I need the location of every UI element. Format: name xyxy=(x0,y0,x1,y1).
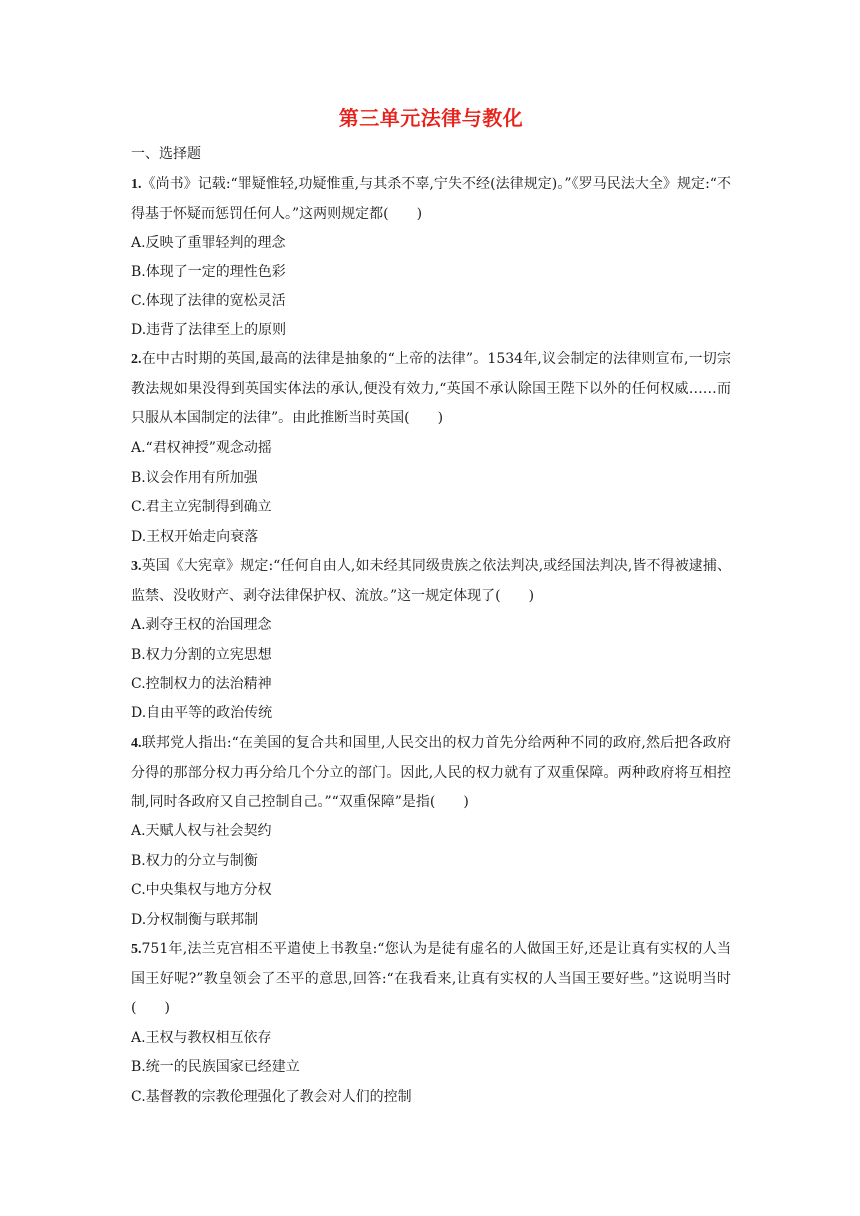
question-3-option-b: B.权力分割的立宪思想 xyxy=(131,647,272,663)
question-number: 3. xyxy=(131,559,142,574)
document-title: 第三单元法律与教化 xyxy=(338,106,524,130)
question-number: 5. xyxy=(131,942,142,957)
section-heading: 一、选择题 xyxy=(131,146,201,162)
question-4-option-b: B.权力的分立与制衡 xyxy=(131,853,258,869)
question-4-option-c: C.中央集权与地方分权 xyxy=(131,882,272,898)
question-text: 英国《大宪章》规定:“任何自由人,如未经其同级贵族之依法判决,或经国法判决,皆不得被逮捕、监禁、没收财产、剥夺法律保护权、流放。”这一规定体现了( ) xyxy=(131,558,731,604)
question-5-option-c: C.基督教的宗教伦理强化了教会对人们的控制 xyxy=(131,1089,412,1105)
question-1-stem xyxy=(131,170,731,229)
question-1-option-a: A.反映了重罪轻判的理念 xyxy=(131,235,286,251)
question-5-option-a: A.王权与教权相互依存 xyxy=(131,1030,272,1046)
question-number: 2. xyxy=(131,352,142,367)
question-4-option-d: D.分权制衡与联邦制 xyxy=(131,912,259,928)
question-2-option-d: D.王权开始走向衰落 xyxy=(131,529,259,545)
question-3-option-d: D.自由平等的政治传统 xyxy=(131,705,273,721)
question-1-option-d: D.违背了法律至上的原则 xyxy=(131,322,287,338)
question-2-stem xyxy=(131,345,731,434)
question-5-stem xyxy=(131,935,731,1024)
question-2-option-a: A.“君权神授”观念动摇 xyxy=(131,440,272,456)
question-3-stem xyxy=(131,552,731,611)
question-text: 联邦党人指出:“在美国的复合共和国里,人民交出的权力首先分给两种不同的政府,然后把各政府分得的那部分权力再分给几个分立的部门。因此,人民的权力就有了双重保障。两种政府将互相控制,同时各政府又自己控制自己。”“双重保障”是指( ) xyxy=(131,735,731,810)
question-2-option-c: C.君主立宪制得到确立 xyxy=(131,499,272,515)
question-1-option-c: C.体现了法律的宽松灵活 xyxy=(131,293,286,309)
question-1-option-b: B.体现了一定的理性色彩 xyxy=(131,264,286,280)
question-text: 751年,法兰克宫相丕平遣使上书教皇:“您认为是徒有虚名的人做国王好,还是让真有实权的人当国王好呢?”教皇领会了丕平的意思,回答:“在我看来,让真有实权的人当国王要好些。”这说明当时( ) xyxy=(131,941,731,1016)
question-2-option-b: B.议会作用有所加强 xyxy=(131,470,258,486)
question-5-option-b: B.统一的民族国家已经建立 xyxy=(131,1059,300,1075)
question-3-option-a: A.剥夺王权的治国理念 xyxy=(131,617,272,633)
question-4-option-a: A.天赋人权与社会契约 xyxy=(131,823,272,839)
question-number: 1. xyxy=(131,177,142,192)
question-4-stem xyxy=(131,729,731,818)
question-3-option-c: C.控制权力的法治精神 xyxy=(131,676,272,692)
question-number: 4. xyxy=(131,736,142,751)
question-text: 在中古时期的英国,最高的法律是抽象的“上帝的法律”。1534年,议会制定的法律则宣布,一切宗教法规如果没得到英国实体法的承认,便没有效力,“英国不承认除国王陛下以外的任何权威……而只服从本国制定的法律”。由此推断当时英国( ) xyxy=(131,351,731,426)
question-text: 《尚书》记载:“罪疑惟轻,功疑惟重,与其杀不辜,宁失不经(法律规定)。”《罗马民法大全》规定:“不得基于怀疑而惩罚任何人。”这两则规定都( ) xyxy=(131,176,731,222)
